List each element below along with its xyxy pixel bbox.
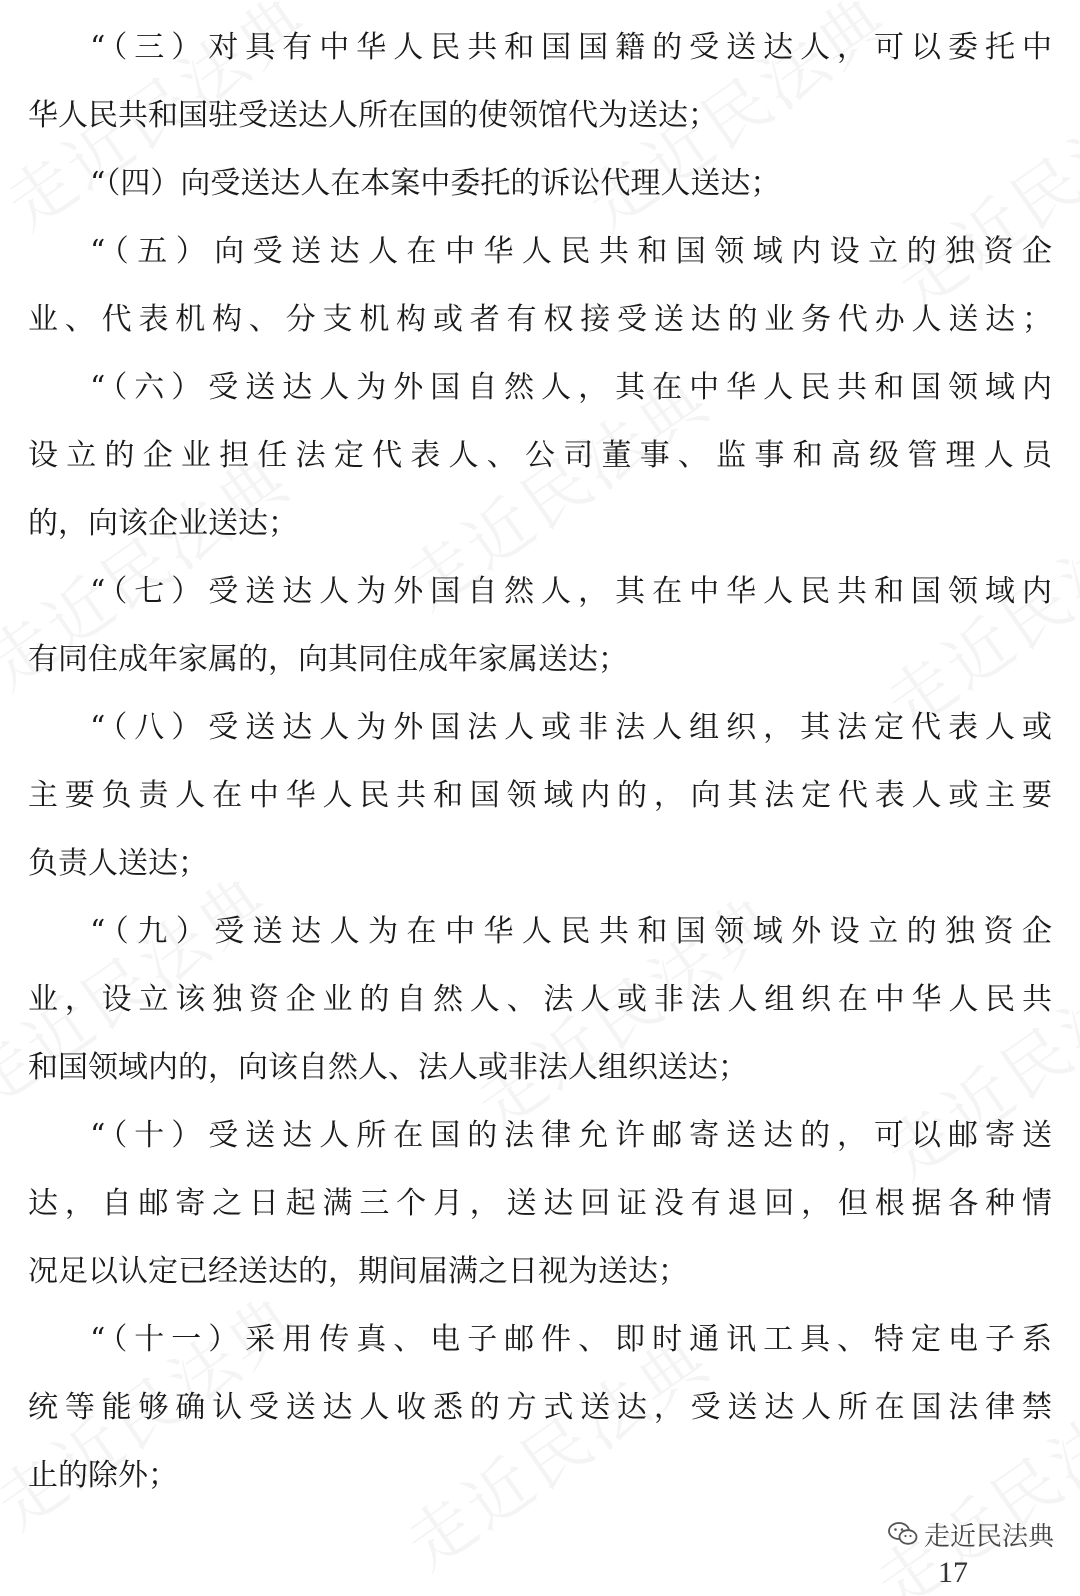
document-line: “（九）受送达人为在中华人民共和国领域外设立的独资企 (90, 914, 1061, 949)
document-line: “（十）受送达人所在国的法律允许邮寄送达的，可以邮寄送 (90, 1118, 1059, 1153)
document-body (28, 14, 1061, 1510)
document-line: 统等能够确认受送达人收悉的方式送达，受送达人所在国法律禁 (28, 1390, 1059, 1425)
document-line: 和国领域内的，向该自然人、法人或非法人组织送达； (28, 1050, 748, 1085)
document-line: 达，自邮寄之日起满三个月，送达回证没有退回，但根据各种情 (28, 1186, 1059, 1221)
document-line: “（八）受送达人为外国法人或非法人组织，其法定代表人或 (90, 710, 1059, 745)
document-line: 主要负责人在中华人民共和国领域内的，向其法定代表人或主要 (28, 778, 1059, 813)
document-line: “（三）对具有中华人民共和国国籍的受送达人，可以委托中 (90, 30, 1059, 65)
document-line: 况足以认定已经送达的，期间届满之日视为送达； (28, 1254, 688, 1289)
document-line: 负责人送达； (28, 846, 208, 881)
source-credit[interactable] (888, 1512, 1054, 1556)
document-line: “（四）向受送达人在本案中委托的诉讼代理人送达； (90, 166, 781, 201)
document-line: 业、代表机构、分支机构或者有权接受送达的业务代办人送达； (28, 302, 1059, 337)
document-line: “（七）受送达人为外国自然人，其在中华人民共和国领域内 (90, 574, 1059, 609)
document-line: “（六）受送达人为外国自然人，其在中华人民共和国领域内 (90, 370, 1059, 405)
document-line: 设立的企业担任法定代表人、公司董事、监事和高级管理人员 (28, 438, 1061, 473)
document-line: 业，设立该独资企业的自然人、法人或非法人组织在中华人民共 (28, 982, 1059, 1017)
page-number: 17 (938, 1556, 968, 1589)
source-label: 走近民法典 (923, 1521, 1054, 1552)
document-line: 华人民共和国驻受送达人所在国的使领馆代为送达； (28, 98, 718, 133)
document-line: “（五）向受送达人在中华人民共和国领域内设立的独资企 (90, 234, 1061, 269)
document-line: 有同住成年家属的，向其同住成年家属送达； (28, 642, 628, 677)
document-line: 的，向该企业送达； (28, 506, 298, 541)
document-line: 止的除外； (28, 1458, 178, 1493)
document-line: “（十一）采用传真、电子邮件、即时通讯工具、特定电子系 (90, 1322, 1059, 1357)
wechat-icon (888, 1521, 918, 1547)
